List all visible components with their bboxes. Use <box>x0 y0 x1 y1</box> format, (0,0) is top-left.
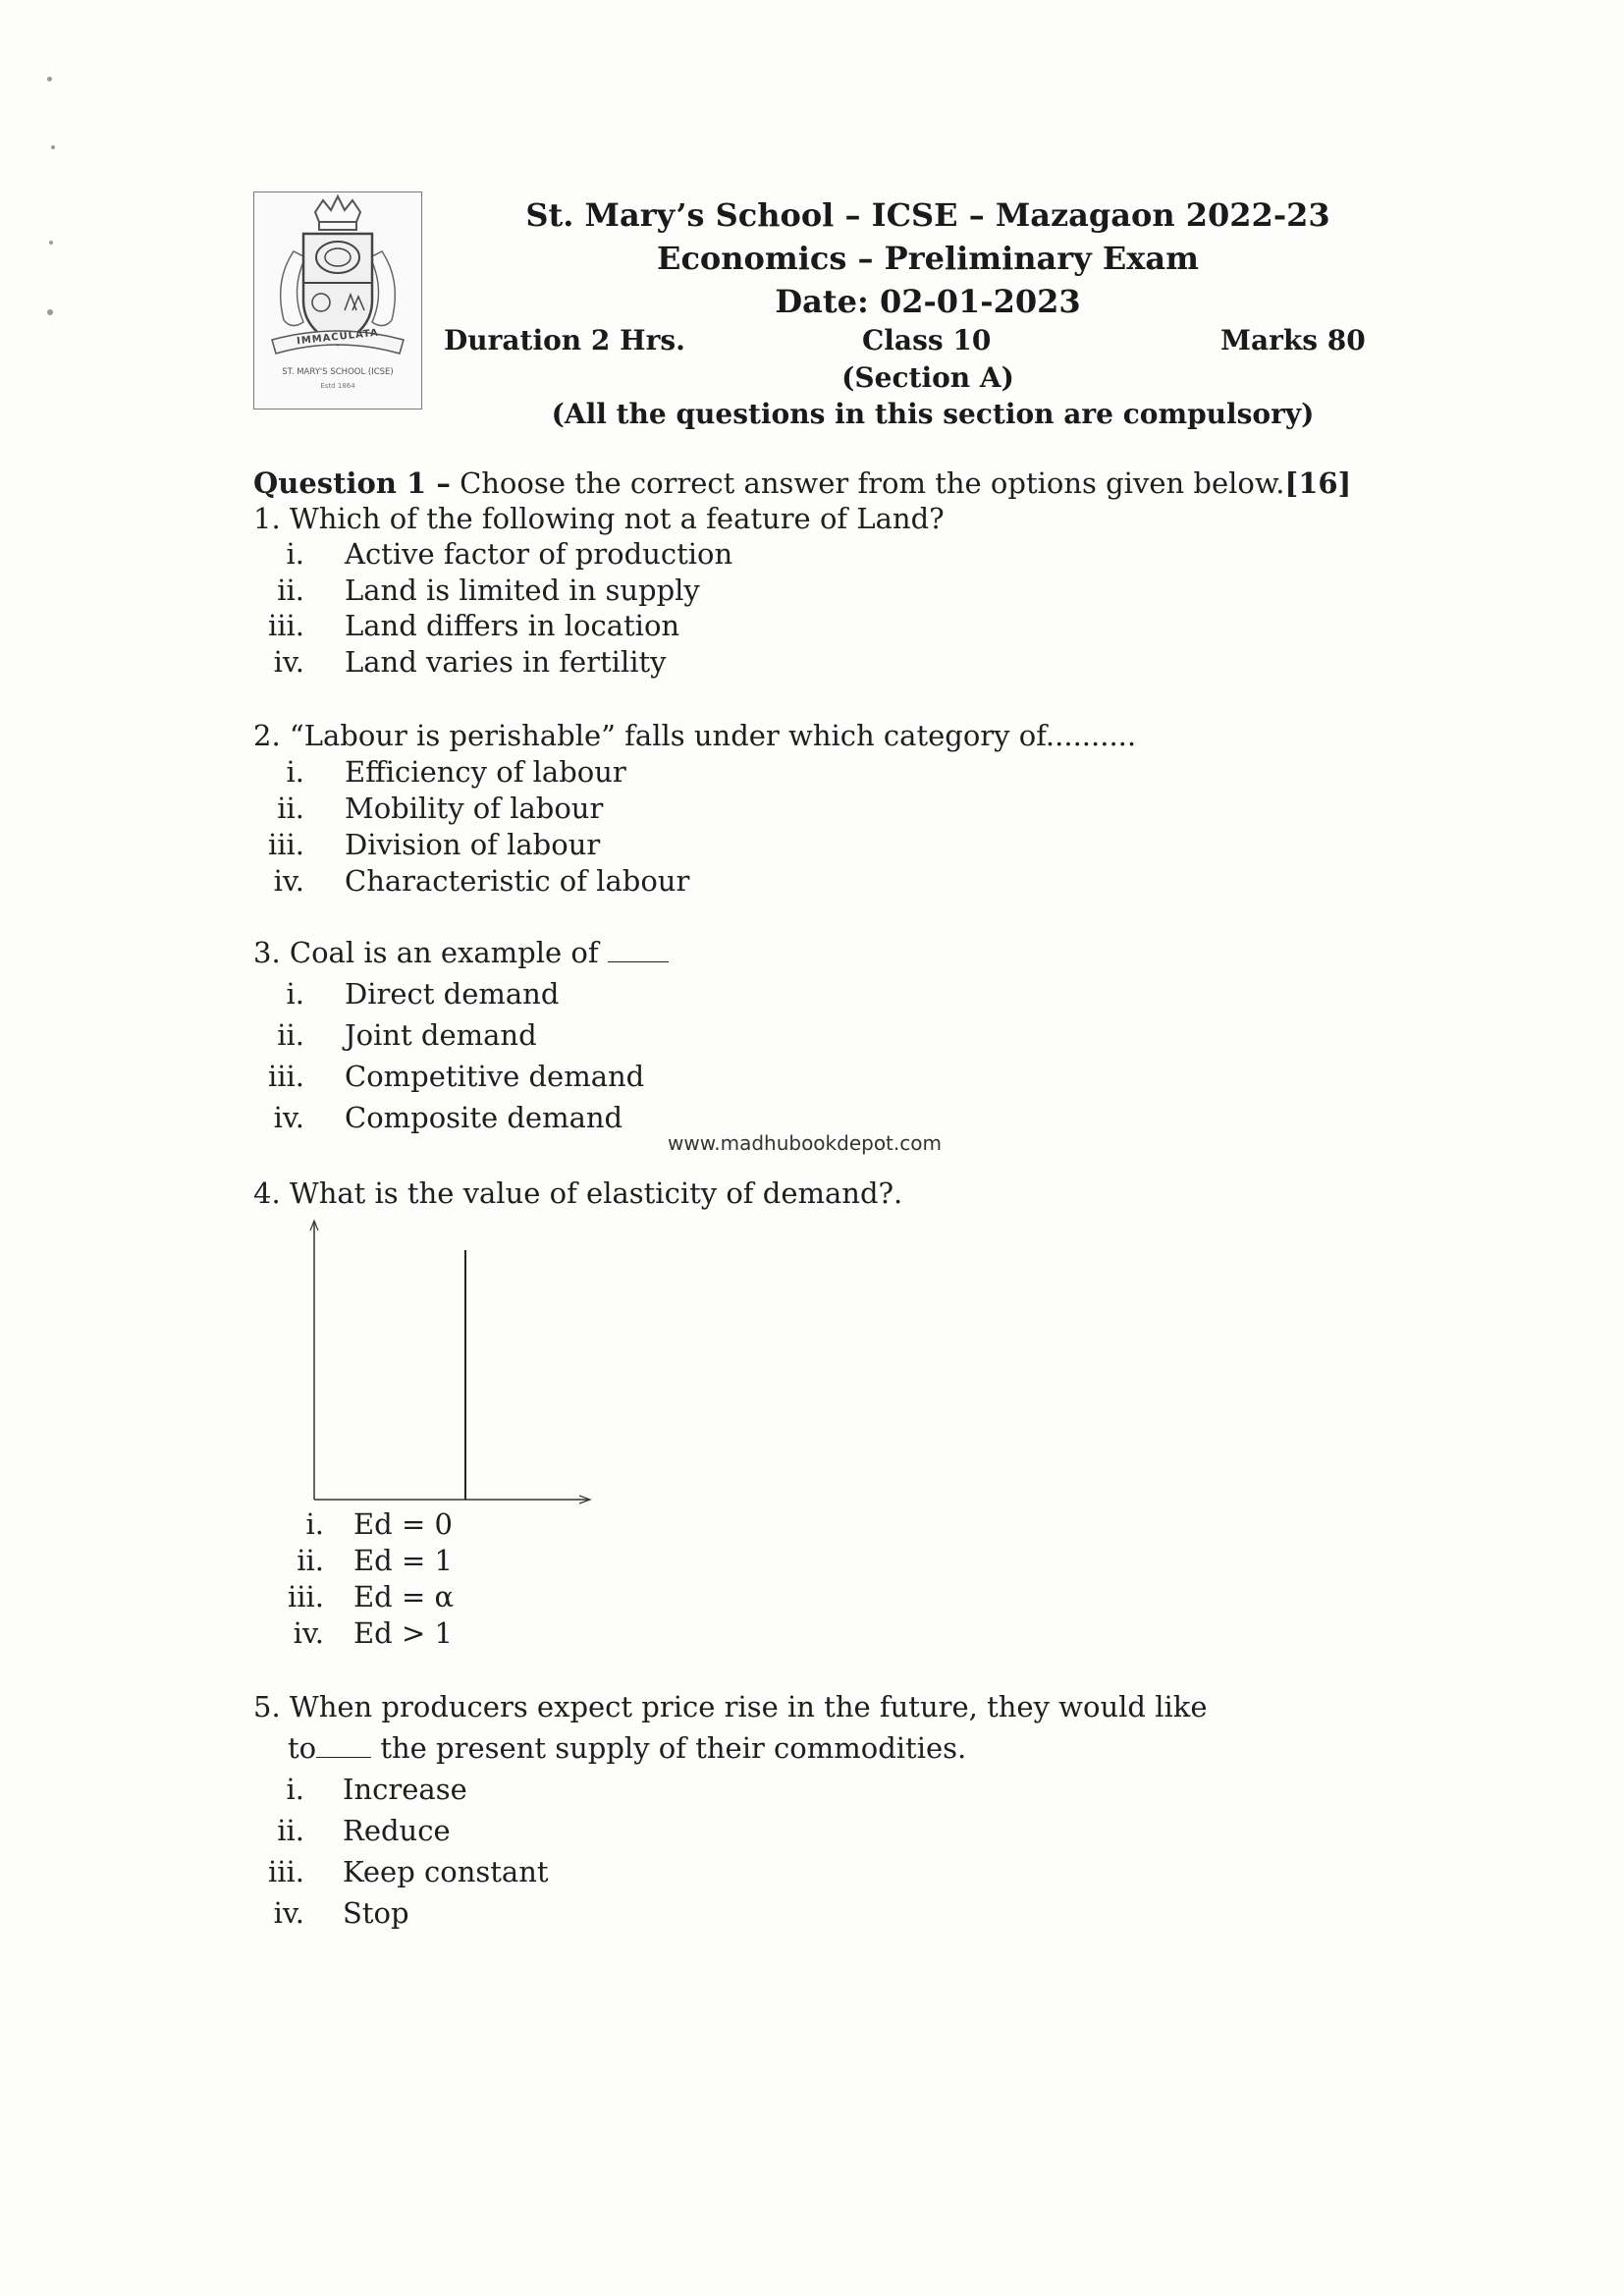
question-text: 2. “Labour is perishable” falls under which category of.......... <box>253 719 1137 752</box>
option-text: Stop <box>343 1896 409 1930</box>
elasticity-graph <box>295 1213 599 1512</box>
section-label: (Section A) <box>841 361 1014 394</box>
option-number: i. <box>286 755 304 789</box>
option-number: i. <box>286 977 304 1011</box>
section-instruction: (All the questions in this section are compulsory) <box>551 398 1315 430</box>
scan-speck <box>47 309 53 315</box>
option-number: ii. <box>277 574 304 607</box>
option-number: iii. <box>267 1060 304 1093</box>
school-logo <box>253 191 422 410</box>
option-text: Division of labour <box>345 828 601 861</box>
option-number: ii. <box>277 1018 304 1052</box>
option-text: Land varies in fertility <box>345 645 667 679</box>
exam-subject: Economics – Preliminary Exam <box>657 240 1199 277</box>
question-text: 4. What is the value of elasticity of demand?. <box>253 1176 903 1210</box>
option-text: Ed = 1 <box>353 1544 453 1577</box>
scan-speck <box>47 77 52 82</box>
option-number: iii. <box>267 609 304 642</box>
exam-duration: Duration 2 Hrs. <box>444 324 685 356</box>
question-label: Question 1 – <box>253 466 451 500</box>
option-number: i. <box>286 537 304 571</box>
logo-school-name: ST. MARY'S SCHOOL (ICSE) <box>282 367 394 377</box>
exam-marks: Marks 80 <box>1220 324 1366 356</box>
option-text: Characteristic of labour <box>345 864 690 898</box>
question-text <box>253 936 669 969</box>
option-number: iii. <box>267 828 304 861</box>
option-text: Composite demand <box>345 1101 623 1134</box>
option-number: iv. <box>273 1101 304 1134</box>
question-heading <box>253 466 1351 500</box>
option-text: Competitive demand <box>345 1060 645 1093</box>
exam-date: Date: 02-01-2023 <box>775 283 1081 320</box>
watermark: www.madhubookdepot.com <box>668 1131 942 1155</box>
option-text: Ed > 1 <box>353 1616 453 1650</box>
question-prompt: Choose the correct answer from the options given below. <box>460 466 1285 500</box>
question-text-pre: to <box>288 1731 317 1765</box>
option-text: Reduce <box>343 1814 451 1847</box>
answer-blank <box>608 961 669 962</box>
option-text: Active factor of production <box>345 537 733 571</box>
question-text-post: the present supply of their commodities. <box>371 1731 967 1765</box>
option-text: Joint demand <box>345 1018 537 1052</box>
option-number: ii. <box>277 792 304 825</box>
option-text: Direct demand <box>345 977 560 1011</box>
option-number: iv. <box>273 645 304 679</box>
option-number: i. <box>286 1773 304 1806</box>
option-text: Increase <box>343 1773 467 1806</box>
option-number: iii. <box>287 1580 324 1613</box>
scan-speck <box>49 241 53 245</box>
option-number: iv. <box>273 864 304 898</box>
option-text: Ed = α <box>353 1580 455 1613</box>
logo-established: Estd 1864 <box>320 382 355 390</box>
option-text: Efficiency of labour <box>345 755 626 789</box>
option-number: iii. <box>267 1855 304 1888</box>
scan-speck <box>51 145 55 149</box>
option-text: Land differs in location <box>345 609 680 642</box>
option-number: ii. <box>277 1814 304 1847</box>
option-number: iv. <box>273 1896 304 1930</box>
exam-class: Class 10 <box>862 324 992 356</box>
question-text: 1. Which of the following not a feature of Land? <box>253 502 945 535</box>
exam-title: St. Mary’s School – ICSE – Mazagaon 2022-23 <box>525 196 1330 234</box>
option-number: ii. <box>297 1544 324 1577</box>
question-marks: [16] <box>1284 466 1352 500</box>
option-text: Mobility of labour <box>345 792 604 825</box>
question-text-main: 3. Coal is an example of <box>253 936 599 969</box>
question-text-continued <box>288 1731 966 1765</box>
option-text: Keep constant <box>343 1855 549 1888</box>
question-text: 5. When producers expect price rise in the future, they would like <box>253 1690 1208 1723</box>
option-text: Ed = 0 <box>353 1507 453 1541</box>
option-text: Land is limited in supply <box>345 574 700 607</box>
option-number: i. <box>305 1507 324 1541</box>
answer-blank <box>316 1757 371 1758</box>
option-number: iv. <box>293 1616 324 1650</box>
logo-motto: IMMACULATA <box>296 327 380 348</box>
